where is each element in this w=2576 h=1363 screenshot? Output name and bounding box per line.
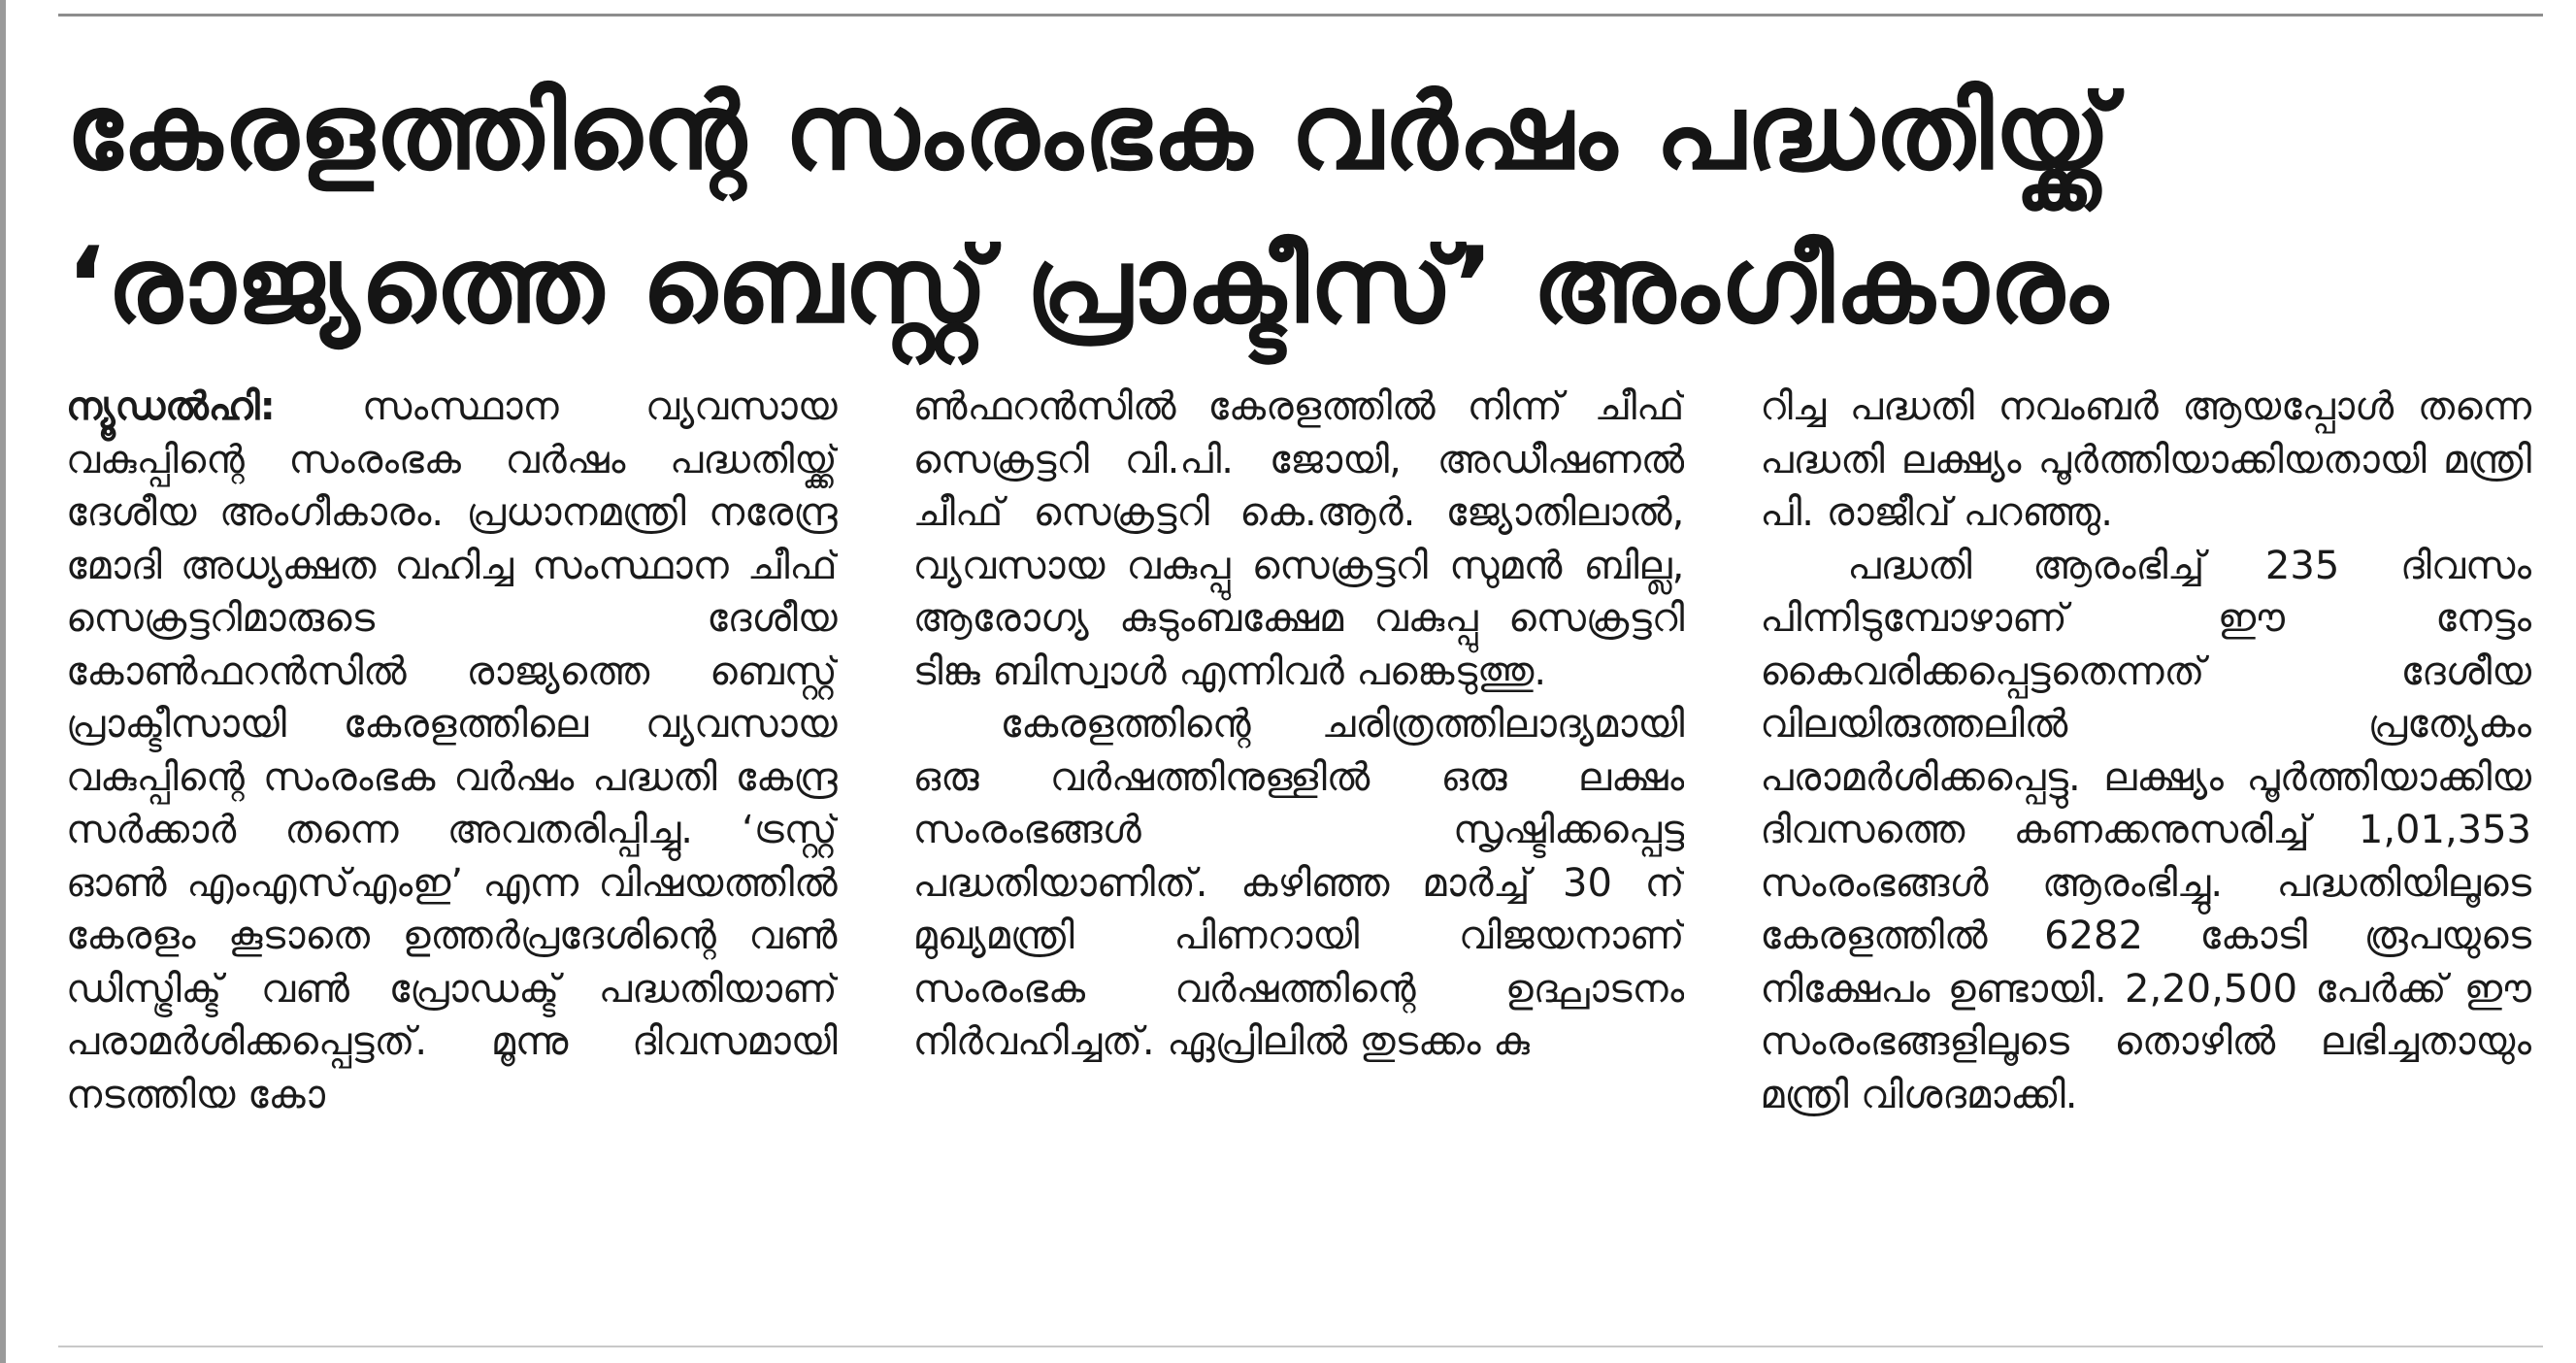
paragraph: റിച്ച പദ്ധതി നവംബർ ആയപ്പോൾ തന്നെ പദ്ധതി ലക്ഷ്യം പൂർത്തിയാക്കിയതായി മന്ത്രി പി. രാജീവ് പറഞ്ഞു. bbox=[1760, 384, 2532, 535]
dateline: ന്യൂഡൽഹി: bbox=[66, 384, 276, 429]
paragraph: ൺഫറൻസിൽ കേരളത്തിൽ നിന്ന് ചീഫ് സെക്രട്ടറി വി.പി. ജോയി, അഡീഷണൽ ചീഫ് സെക്രട്ടറി കെ.ആർ. ജ്യോതിലാൽ, വ്യവസായ വകുപ്പു സെക്രട്ടറി സുമൻ ബില്ല, ആരോഗ്യ കുടുംബക്ഷേമ വകുപ്പു സെക്രട്ടറി ടിങ്കു ബിസ്വാൾ എന്നിവർ പങ്കെടുത്തു. bbox=[912, 384, 1685, 694]
paragraph: കേരളത്തിന്റെ ചരിത്രത്തിലാദ്യമായി ഒരു വർഷത്തിനുള്ളിൽ ഒരു ലക്ഷം സംരംഭങ്ങൾ സൃഷ്ടിക്കപ്പെട്ട പദ്ധതിയാണിത്. കഴിഞ്ഞ മാർച്ച് 30 ന് മുഖ്യമന്ത്രി പിണറായി വിജയനാണ് സംരംഭക വർഷത്തിന്റെ ഉദ്ഘാടനം നിർവഹിച്ചത്. ഏപ്രിലിൽ തുടക്കം കു bbox=[912, 702, 1685, 1064]
headline-line-1: കേരളത്തിന്റെ സംരംഭക വർഷം പദ്ധതിയ്ക്ക് bbox=[66, 72, 2112, 193]
headline-line-2: ‘രാജ്യത്തെ ബെസ്റ്റ് പ്രാക്ടീസ്’ അംഗീകാരം bbox=[66, 225, 2109, 347]
paragraph-text: സംസ്ഥാന വ്യവസായ വകുപ്പിന്റെ സംരംഭക വർഷം പദ്ധതിയ്ക്ക് ദേശീയ അംഗീകാരം. പ്രധാനമന്ത്രി നരേന്ദ്ര മോദി അധ്യക്ഷത വഹിച്ച സംസ്ഥാന ചീഫ് സെക്രട്ടറിമാരുടെ ദേശീയ കോൺഫറൻസിൽ രാജ്യത്തെ ബെസ്റ്റ് പ്രാക്ടീസായി കേരളത്തിലെ വ്യവസായ വകുപ്പിന്റെ സംരംഭക വർഷം പദ്ധതി കേന്ദ്ര സർക്കാർ തന്നെ അവതരിപ്പിച്ചു. ‘ട്രസ്റ്റ് ഓൺ എംഎസ്എംഇ’ എന്ന വിഷയത്തിൽ കേരളം കൂടാതെ ഉത്തർപ്രദേശിന്റെ വൺ ഡിസ്ട്രിക്ട് വൺ പ്രോഡക്ട് പദ്ധതിയാണ് പരാമർശിക്കപ്പെട്ടത്. മൂന്നു ദിവസമായി നടത്തിയ കോ bbox=[66, 384, 838, 1117]
headline bbox=[66, 56, 2522, 363]
paragraph: പദ്ധതി ആരംഭിച്ച് 235 ദിവസം പിന്നിടുമ്പോഴാണ് ഈ നേട്ടം കൈവരിക്കപ്പെട്ടതെന്നത് ദേശീയ വിലയിരുത്തലിൽ പ്രത്യേകം പരാമർശിക്കപ്പെട്ടു. ലക്ഷ്യം പൂർത്തിയാക്കിയ ദിവസത്തെ കണക്കനുസരിച്ച് 1,01,353 സംരംഭങ്ങൾ ആരംഭിച്ചു. പദ്ധതിയിലൂടെ കേരളത്തിൽ 6282 കോടി രൂപയുടെ നിക്ഷേപം ഉണ്ടായി. 2,20,500 പേർക്ക് ഈ സംരംഭങ്ങളിലൂടെ തൊഴിൽ ലഭിച്ചതായും മന്ത്രി വിശദമാക്കി. bbox=[1760, 543, 2532, 1117]
article-column-1 bbox=[66, 381, 838, 1332]
newspaper-clipping bbox=[19, 0, 2532, 1363]
top-rule bbox=[58, 14, 2543, 17]
bottom-rule bbox=[58, 1346, 2543, 1347]
article-body bbox=[66, 381, 2531, 1332]
article-column-2 bbox=[913, 381, 1685, 1332]
article-column-3 bbox=[1760, 381, 2531, 1332]
paragraph bbox=[66, 381, 838, 1121]
left-border-rule bbox=[0, 0, 6, 1363]
